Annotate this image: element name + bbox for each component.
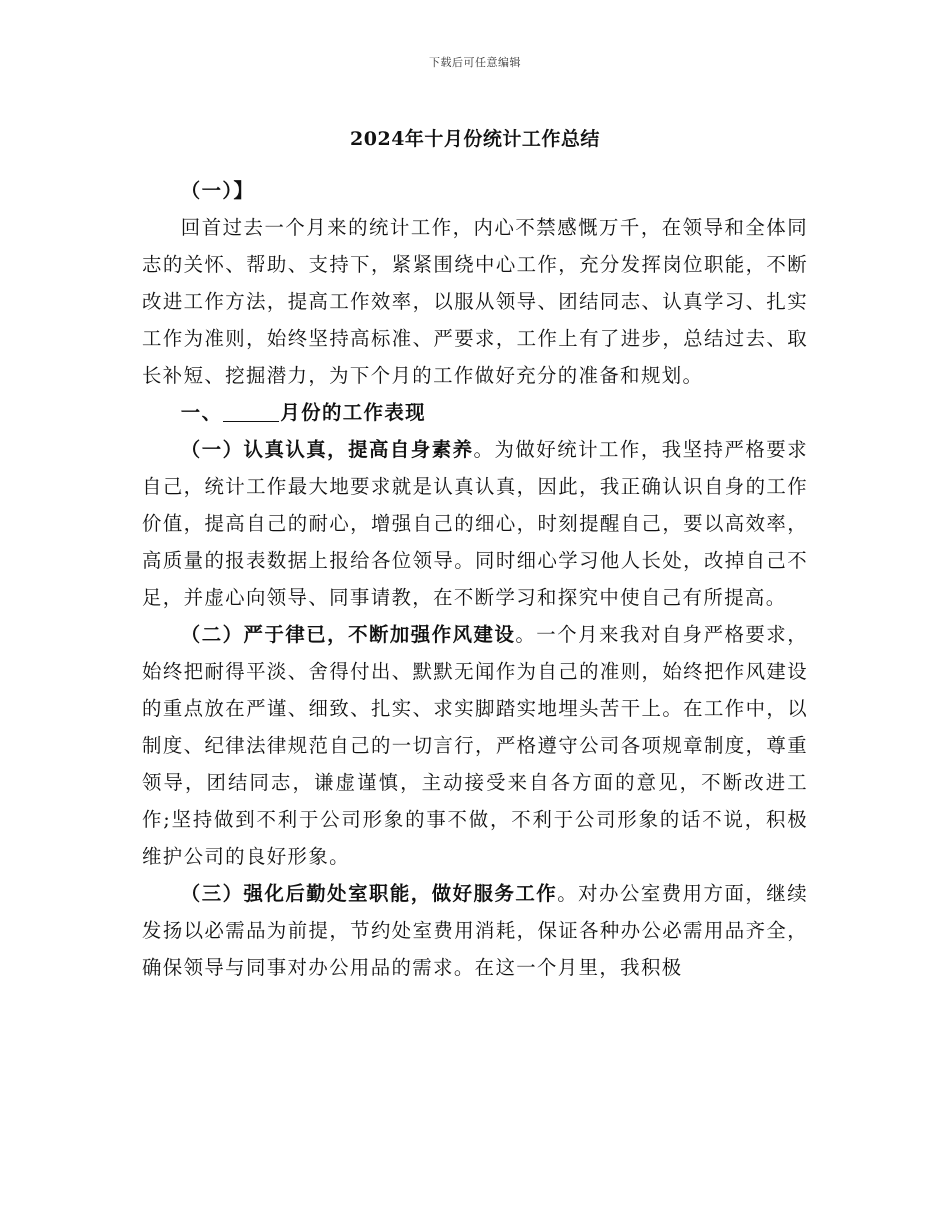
- heading-suffix: 月份的工作表现: [280, 401, 426, 424]
- heading-prefix: 一、: [180, 401, 223, 424]
- item-text-2: 。一个月来我对自身严格要求，始终把耐得平淡、舍得付出、默默无闻作为自己的准则，始终把作风建设的重点放在严谨、细致、扎实、求实脚踏实地埋头苦干上。在工作中，以制度、纪律法律规范自己的一切言行，严格遵守公司各项规章制度，尊重领导，团结同志，谦虚谨慎，主动接受来自各方面的意见，不断改进工作;坚持做到不利于公司形象的事不做，不利于公司形象的话不说，积极维护公司的良好形象。: [142, 623, 808, 868]
- item-lead-2: （二）严于律已，不断加强作风建设: [180, 623, 516, 646]
- intro-paragraph: 回首过去一个月来的统计工作，内心不禁感慨万千，在领导和全体同志的关怀、帮助、支持下，紧紧围绕中心工作，充分发挥岗位职能，不断改进工作方法，提高工作效率，以服从领导、团结同志、认真学习、扎实工作为准则，始终坚持高标准、严要求，工作上有了进步，总结过去、取长补短、挖掘潜力，为下个月的工作做好充分的准备和规划。: [142, 216, 808, 387]
- item-paragraph-3: [142, 875, 808, 986]
- section-label: （一）】: [180, 179, 255, 202]
- item-text-3: 。对办公室费用方面，继续发扬以必需品为前提，节约处室费用消耗，保证各种办公必需用品齐全，确保领导与同事对办公用品的需求。在这一个月里，我积极: [142, 882, 808, 979]
- month-blank: [223, 401, 279, 422]
- document-title: 2024年十月份统计工作总结: [350, 128, 600, 150]
- item-text-1: 。为做好统计工作，我坚持严格要求自己，统计工作最大地要求就是认真认真，因此，我正确认识自身的工作价值，提高自己的耐心，增强自己的细心，时刻提醒自己，要以高效率，高质量的报表数据上报给各位领导。同时细心学习他人长处，改掉自己不足，并虚心向领导、同事请教，在不断学习和探究中使自己有所提高。: [142, 438, 808, 609]
- item-lead-3: （三）强化后勤处室职能，做好服务工作: [180, 882, 558, 905]
- document-body: [142, 172, 808, 986]
- header-note: 下载后可任意编辑: [429, 56, 521, 69]
- item-paragraph-2: [142, 616, 808, 875]
- item-lead-1: （一）认真认真，提高自身素养: [180, 438, 474, 461]
- heading-work-performance: [142, 394, 808, 431]
- item-paragraph-1: [142, 431, 808, 616]
